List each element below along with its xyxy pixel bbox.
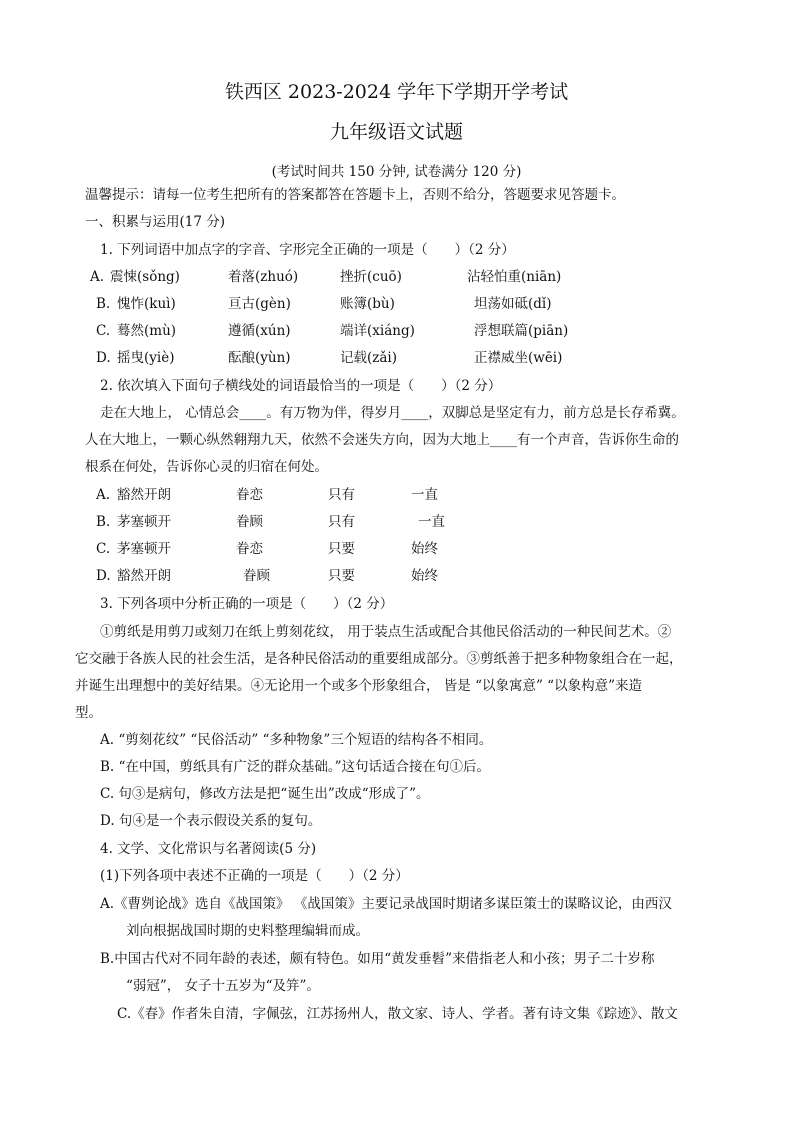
- q1-stem: 1. 下列词语中加点字的字音、字形完全正确的一项是（ ）（2 分）: [100, 242, 515, 258]
- option-item: 一直: [411, 487, 438, 503]
- option-label: C.: [96, 541, 111, 557]
- q3-stem: 3. 下列各项中分析正确的一项是（ ）（2 分）: [100, 596, 394, 612]
- option-label: A.: [96, 487, 111, 503]
- option-item: 着落(zhuó): [228, 269, 299, 285]
- exam-subtitle: 九年级语文试题: [329, 121, 463, 143]
- option-label: B.: [96, 296, 111, 312]
- exam-title: 铁西区 2023-2024 学年下学期开学考试: [224, 81, 569, 103]
- option-item: 震悚(sǒng): [110, 269, 180, 285]
- q4-option-a-cont: 刘向根据战国时期的史料整理编辑而成。: [126, 923, 369, 939]
- q2-passage-line: 走在大地上， 心情总会____。有万物为伴，得岁月____，双脚总是坚定有力，前方总是长存希冀。: [100, 405, 685, 421]
- option-item: 遵循(xún): [228, 323, 291, 339]
- option-item: 豁然开朗: [117, 487, 171, 503]
- q3-passage-line: 型。: [75, 705, 102, 721]
- option-item: 一直: [418, 514, 445, 530]
- option-item: 只要: [328, 568, 355, 584]
- exam-info: (考试时间共 150 分钟, 试卷满分 120 分): [271, 164, 522, 180]
- q3-option: C. 句③是病句，修改方法是把“诞生出”改成“形成了”。: [100, 786, 430, 802]
- option-item: 酝酿(yùn): [228, 350, 291, 366]
- option-item: 只有: [328, 514, 355, 530]
- q2-passage-line: 人在大地上，一颗心纵然翱翔九天，依然不会迷失方向，因为大地上____有一个声音，告诉你生命的: [85, 432, 679, 448]
- option-item: 眷恋: [236, 541, 263, 557]
- option-item: 蓦然(mù): [117, 323, 177, 339]
- option-item: 始终: [411, 541, 438, 557]
- option-item: 豁然开朗: [117, 568, 171, 584]
- q3-passage-line: 并诞生出理想中的美好结果。④无论用一个或多个形象组合， 皆是 “以象寓意” “以象构意”来造: [75, 678, 642, 694]
- option-item: 浮想联篇(piān): [474, 323, 569, 339]
- option-item: 正襟威坐(wēi): [474, 350, 563, 366]
- q3-option: D. 句④是一个表示假设关系的复句。: [100, 813, 322, 829]
- option-item: 坦荡如砥(dǐ): [474, 296, 552, 312]
- q3-option: B. “在中国，剪纸具有广泛的群众基础。”这句话适合接在句①后。: [100, 759, 491, 775]
- option-item: 只要: [328, 541, 355, 557]
- option-item: 眷顾: [243, 568, 270, 584]
- option-item: 账簿(bù): [340, 296, 395, 312]
- option-item: 愧怍(kuì): [117, 296, 176, 312]
- notice-text: 温馨提示：请每一位考生把所有的答案都答在答题卡上，否则不给分，答题要求见答题卡。: [85, 187, 625, 203]
- option-item: 亘古(gèn): [228, 296, 291, 312]
- q3-passage-line: ①剪纸是用剪刀或刻刀在纸上剪刻花纹， 用于装点生活或配合其他民俗活动的一种民间艺术。②: [100, 624, 672, 640]
- q4-option-b: B.中国古代对不同年龄的表述，颇有特色。如用“黄发垂髫”来借指老人和小孩；男子二十岁称: [100, 951, 655, 967]
- option-item: 茅塞顿开: [117, 541, 171, 557]
- option-item: 眷顾: [236, 514, 263, 530]
- option-label: B.: [96, 514, 111, 530]
- option-label: D.: [96, 350, 111, 366]
- option-label: A.: [90, 269, 105, 285]
- q3-passage-line: 它交融于各族人民的社会生活，是各种民俗活动的重要组成部分。③剪纸善于把多种物象组合在一起，: [75, 651, 683, 667]
- q2-passage-line: 根系在何处，告诉你心灵的归宿在何处。: [85, 459, 328, 475]
- q3-option: A. “剪刻花纹” “民俗活动” “多种物象”三个短语的结构各不相同。: [100, 732, 493, 748]
- option-item: 始终: [411, 568, 438, 584]
- option-label: C.: [96, 323, 111, 339]
- q4-option-c: C.《春》作者朱自清，字佩弦，江苏扬州人，散文家、诗人、学者。著有诗文集《踪迹》、散文: [117, 1006, 678, 1022]
- section-heading: 一、积累与运用(17 分): [85, 214, 226, 230]
- option-item: 端详(xiáng): [340, 323, 415, 339]
- option-item: 摇曳(yiè): [117, 350, 175, 366]
- q4-option-a: A.《曹刿论战》选自《战国策》 《战国策》主要记录战国时期诸多谋臣策士的谋略议论，由西汉: [100, 896, 672, 912]
- option-item: 茅塞顿开: [117, 514, 171, 530]
- option-item: 沾轻怕重(niān): [467, 269, 562, 285]
- option-item: 只有: [328, 487, 355, 503]
- option-item: 眷恋: [236, 487, 263, 503]
- q2-stem: 2. 依次填入下面句子横线处的词语最恰当的一项是（ ）（2 分）: [100, 378, 502, 394]
- option-item: 挫折(cuō): [340, 269, 402, 285]
- q4-sub-stem: (1)下列各项中表述不正确的一项是（ ）（2 分）: [100, 868, 409, 884]
- option-label: D.: [96, 568, 111, 584]
- q4-option-b-cont: “弱冠”， 女子十五岁为“及笄”。: [126, 978, 320, 994]
- option-item: 记载(zǎi): [340, 350, 398, 366]
- q4-heading: 4. 文学、文化常识与名著阅读(5 分): [100, 841, 317, 857]
